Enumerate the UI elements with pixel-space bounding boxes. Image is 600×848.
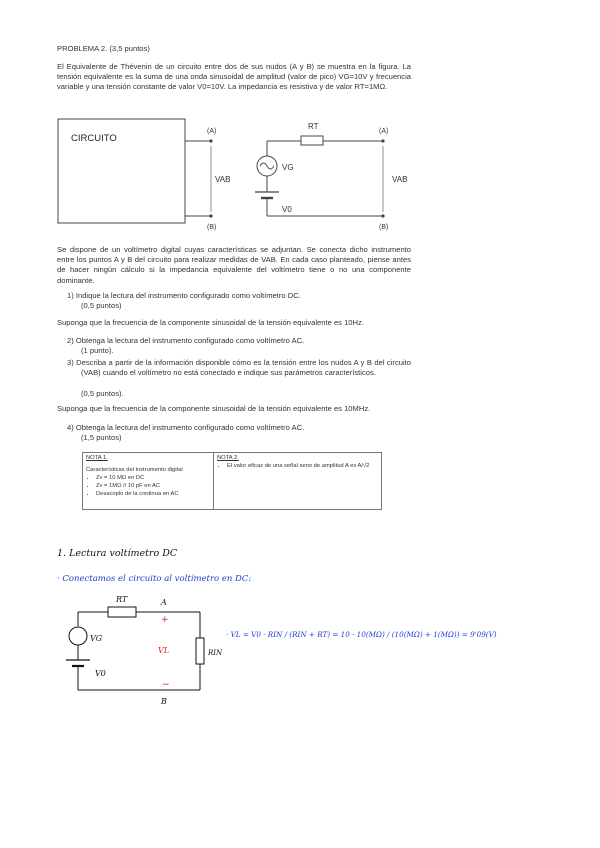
- frequency-10mhz: Suponga que la frecuencia de la componente sinusoidal de la tensión equivalente es 10MHz.: [57, 404, 371, 413]
- nota-1-subtitle: Características del instrumento digital: [86, 467, 183, 473]
- problem-intro: El Equivalente de Thévenin de un circuito entre dos de sus nudos (A y B) se muestra en la figura. La tensión equivalente es la suma de una onda sinusoidal de amplitud (valor de pico) VG=10V y frecuencia variable y una tensión constante de valor V0=10V. La impedancia es resistiva y de valor RT=1MΩ.: [57, 62, 411, 92]
- left-node-b: (B): [207, 224, 217, 231]
- question-4: 4) Obtenga la lectura del instrumento configurado como voltímetro AC.: [67, 423, 305, 432]
- left-vab-label: VAB: [215, 175, 231, 184]
- question-2-points: (1 punto).: [81, 346, 114, 355]
- vg-label: VG: [282, 163, 294, 172]
- nota-1-item: • Zv = 10 MΩ en DC: [96, 475, 210, 481]
- thevenin-figure: [55, 116, 415, 234]
- sol-rin-resistor: [196, 638, 204, 664]
- nota-1-cell: [83, 453, 214, 510]
- sol-minus: −: [162, 680, 170, 690]
- nota-2-cell: [214, 453, 382, 510]
- right-node-a: (A): [379, 128, 389, 135]
- solution-subheading: · Conectamos el circuito al voltímetro en DC:: [57, 574, 252, 584]
- frequency-10hz: Suponga que la frecuencia de la componente sinusoidal de la tensión equivalente es 10Hz.: [57, 318, 364, 327]
- notes-table: [82, 452, 382, 510]
- v0-label: V0: [282, 205, 292, 214]
- nota-2-item: • El valor eficaz de una señal seno de amplitud A es A/√2: [227, 463, 378, 469]
- question-1-points: (0,5 puntos): [81, 301, 122, 310]
- sol-ac-source-icon: [69, 627, 87, 645]
- question-1: 1) Indique la lectura del instrumento configurado como voltímetro DC.: [67, 291, 301, 300]
- sol-v0-label: V0: [95, 669, 106, 678]
- sol-vl-label: VL: [158, 646, 170, 655]
- problem-heading: PROBLEMA 2. (3,5 puntos): [57, 44, 150, 53]
- solution-heading: 1. Lectura voltímetro DC: [57, 548, 178, 559]
- solution-formula: · VL = V0 · RIN / (RIN + RT) = 10 · 10(MΩ) / (10(MΩ) + 1(MΩ)) = 9'09(V): [226, 630, 497, 639]
- left-node-a: (A): [207, 128, 217, 135]
- sol-vg-label: VG: [90, 634, 103, 643]
- nota-1-title: NOTA 1.: [86, 455, 108, 461]
- nota-1-item: • Desacoplo de la continua en AC: [96, 491, 210, 497]
- question-2: 2) Obtenga la lectura del instrumento configurado como voltímetro AC.: [67, 336, 305, 345]
- question-3: 3) Describa a partir de la información disponible cómo es la tensión entre los nudos A y B del circuito (VAB) cuando el voltímetro no está conectado e indique sus parámetros característicos.: [67, 358, 411, 378]
- nota-2-title: NOTA 2.: [217, 455, 239, 461]
- sol-node-a: A: [161, 598, 167, 607]
- instrument-paragraph: Se dispone de un voltímetro digital cuyas características se adjuntan. Se conecta dicho instrumento entre los puntos A y B del circuito para realizar medidas de VAB. En cada caso planteado, piense antes de hacer ningún cálculo si la impedancia equivalente del voltímetro tiene o no una componente dominante.: [57, 245, 411, 285]
- right-node-b: (B): [379, 224, 389, 231]
- sol-plus: +: [161, 615, 169, 625]
- question-3-points: (0,5 puntos).: [81, 389, 124, 398]
- sol-rt-label: RT: [116, 595, 128, 604]
- question-4-points: (1,5 puntos): [81, 433, 122, 442]
- sol-rt-resistor: [108, 607, 136, 617]
- right-vab-label: VAB: [392, 175, 408, 184]
- sol-node-b: B: [161, 697, 167, 706]
- nota-1-item: • Zv = 1MΩ // 10 pF en AC: [96, 483, 210, 489]
- rt-resistor: [301, 136, 323, 145]
- circuit-box-label: CIRCUITO: [71, 133, 117, 144]
- rt-label: RT: [308, 122, 319, 131]
- sol-rin-label: RIN: [208, 649, 223, 657]
- solution-circuit: [60, 590, 230, 710]
